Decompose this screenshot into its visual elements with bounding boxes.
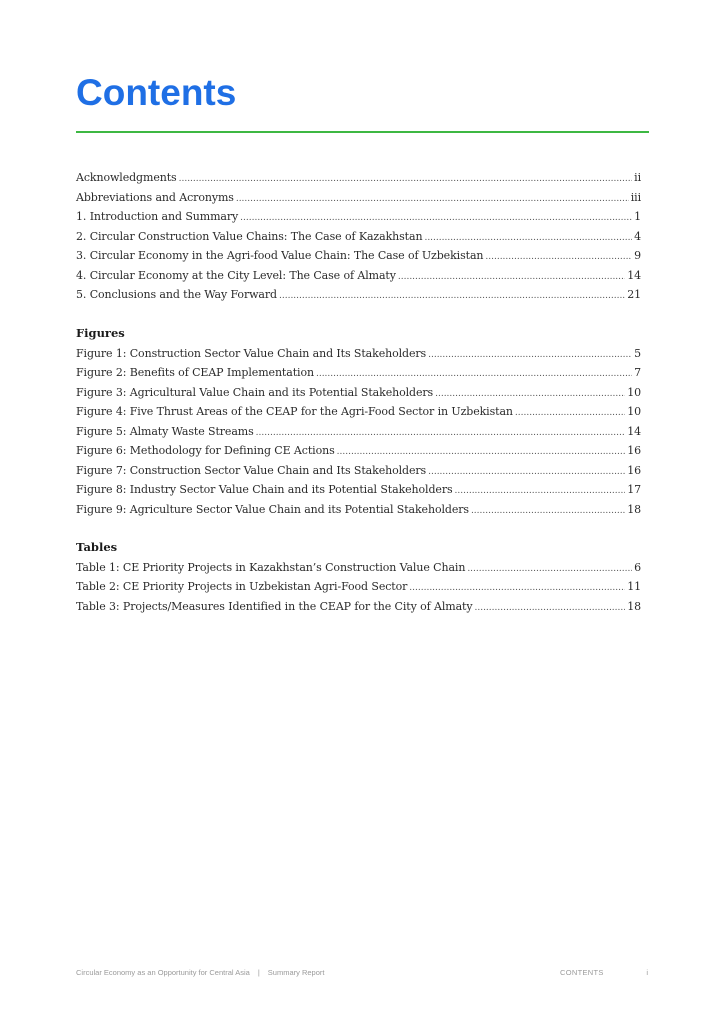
page-footer — [76, 968, 650, 982]
toc-tables-section — [76, 538, 641, 616]
toc-entry-label[interactable]: Figure 8: Industry Sector Value Chain and its Potential Stakeholders — [76, 483, 453, 496]
toc-entry-label[interactable]: 4. Circular Economy at the City Level: The Case of Almaty — [76, 268, 396, 282]
toc-entry-page-number[interactable]: 7 — [634, 366, 641, 379]
toc-figures-section — [76, 324, 641, 519]
toc-entry-page-number[interactable]: 16 — [627, 444, 641, 457]
toc-entry-label[interactable]: Table 3: Projects/Measures Identified in the CEAP for the City of Almaty — [76, 599, 473, 613]
toc-entry[interactable] — [76, 461, 641, 481]
toc-main-list — [76, 168, 641, 305]
dot-leader — [279, 287, 625, 307]
toc-entry-label[interactable]: Table 1: CE Priority Projects in Kazakhstan’s Construction Value Chain — [76, 560, 466, 574]
toc-entry-page-number[interactable]: 11 — [627, 580, 641, 593]
toc-entry[interactable] — [76, 363, 641, 383]
toc-entry-page-number[interactable]: 4 — [634, 229, 641, 243]
toc-entry-page-number[interactable]: 6 — [634, 560, 641, 574]
toc-entry-page-number[interactable]: 16 — [627, 463, 641, 477]
toc-entry-label[interactable]: Figure 2: Benefits of CEAP Implementation — [76, 366, 314, 379]
dot-leader — [467, 560, 632, 580]
toc-entry-page-number[interactable]: 5 — [634, 346, 641, 360]
toc-entry[interactable] — [76, 188, 641, 208]
toc-tables-list — [76, 558, 641, 617]
toc-entry-label[interactable]: Figure 1: Construction Sector Value Chain and Its Stakeholders — [76, 346, 427, 360]
toc-entry-label[interactable]: Figure 7: Construction Sector Value Chain and Its Stakeholders — [76, 463, 427, 477]
dot-leader — [455, 482, 626, 502]
page-title: Contents — [76, 72, 237, 113]
toc-figures-list — [76, 344, 641, 520]
toc-entry-page-number[interactable]: 9 — [634, 249, 641, 262]
toc-entry[interactable] — [76, 422, 641, 442]
toc-entry[interactable] — [76, 577, 641, 597]
dot-leader — [474, 599, 625, 619]
dot-leader — [179, 170, 633, 190]
toc-entry[interactable] — [76, 266, 641, 286]
toc-entry-page-number[interactable]: 17 — [627, 483, 641, 496]
toc-entry-page-number[interactable]: 18 — [627, 502, 641, 516]
toc-entry-label[interactable]: Figure 6: Methodology for Defining CE Actions — [76, 444, 335, 457]
toc-entry-label[interactable]: Abbreviations and Acronyms — [76, 190, 234, 204]
toc-entry[interactable] — [76, 207, 641, 227]
toc-entry-label[interactable]: 3. Circular Economy in the Agri-food Value Chain: The Case of Uzbekistan — [76, 249, 484, 262]
footer-doc-title: Circular Economy as an Opportunity for Central Asia — [76, 968, 250, 977]
dot-leader — [471, 502, 625, 522]
toc-entry-page-number[interactable]: 18 — [627, 599, 641, 613]
footer-document-info — [76, 968, 324, 977]
toc-entry-label[interactable]: Figure 4: Five Thrust Areas of the CEAP for the Agri-Food Sector in Uzbekistan — [76, 405, 513, 418]
footer-report-name: Summary Report — [267, 968, 325, 977]
toc-entry[interactable] — [76, 500, 641, 520]
toc-entry-page-number[interactable]: 1 — [634, 210, 641, 223]
toc-entry-page-number[interactable]: 14 — [627, 424, 641, 438]
toc-entry[interactable] — [76, 558, 641, 578]
toc-entry-label[interactable]: Acknowledgments — [76, 171, 177, 184]
toc-entry-label[interactable]: Figure 9: Agriculture Sector Value Chain and its Potential Stakeholders — [76, 502, 469, 516]
toc-entry-page-number[interactable]: 10 — [627, 405, 641, 418]
toc-entry-label[interactable]: 1. Introduction and Summary — [76, 210, 239, 223]
dot-leader — [428, 346, 632, 366]
dot-leader — [398, 268, 625, 288]
dot-leader — [428, 463, 625, 483]
toc-entry-page-number[interactable]: 10 — [627, 385, 641, 399]
toc-entry[interactable] — [76, 441, 641, 461]
toc-entry[interactable] — [76, 227, 641, 247]
toc-entry-page-number[interactable]: iii — [630, 190, 641, 204]
title-divider — [76, 131, 649, 133]
toc-entry[interactable] — [76, 285, 641, 305]
toc-entry-label[interactable]: Table 2: CE Priority Projects in Uzbekistan Agri-Food Sector — [76, 580, 408, 593]
toc-entry-label[interactable]: Figure 5: Almaty Waste Streams — [76, 424, 254, 438]
toc-entry-page-number[interactable]: ii — [634, 171, 641, 184]
toc-entry[interactable] — [76, 246, 641, 266]
footer-separator: | — [257, 968, 260, 977]
footer-section-name: CONTENTS — [560, 968, 604, 977]
toc-entry-page-number[interactable]: 14 — [627, 268, 641, 282]
toc-entry-page-number[interactable]: 21 — [627, 288, 641, 301]
dot-leader — [515, 404, 625, 424]
tables-heading: Tables — [76, 540, 118, 554]
toc-entry-label[interactable]: 2. Circular Construction Value Chains: The Case of Kazakhstan — [76, 229, 423, 243]
toc-entry[interactable] — [76, 480, 641, 500]
toc-entry-label[interactable]: Figure 3: Agricultural Value Chain and its Potential Stakeholders — [76, 385, 434, 399]
toc-main-section — [76, 168, 641, 305]
toc-entry-label[interactable]: 5. Conclusions and the Way Forward — [76, 288, 277, 301]
toc-entry[interactable] — [76, 344, 641, 364]
toc-entry[interactable] — [76, 168, 641, 188]
dot-leader — [485, 248, 632, 268]
toc-entry[interactable] — [76, 383, 641, 403]
figures-heading: Figures — [76, 326, 125, 340]
toc-entry[interactable] — [76, 402, 641, 422]
toc-entry[interactable] — [76, 597, 641, 617]
dot-leader — [236, 190, 629, 210]
footer-page-number: i — [646, 968, 648, 977]
